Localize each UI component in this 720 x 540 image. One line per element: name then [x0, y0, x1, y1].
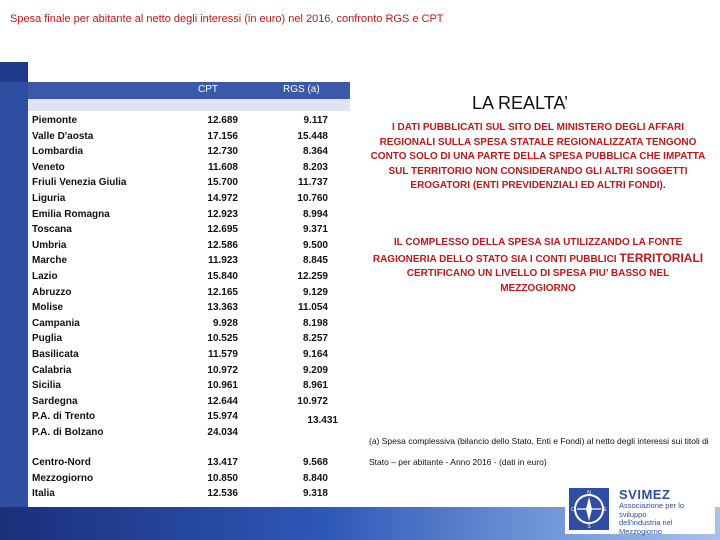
cpt-value: 12.165 [207, 286, 238, 298]
cpt-value: 15.840 [207, 270, 238, 282]
cpt-value: 11.579 [207, 348, 238, 360]
cpt-column [180, 113, 238, 440]
cpt-value: 24.034 [207, 426, 238, 438]
cpt-value: 15.974 [207, 411, 238, 423]
area-name: Italia [32, 488, 55, 500]
region-name: Calabria [32, 364, 72, 376]
area-cpt-value: 12.536 [207, 488, 238, 500]
compass-e: E [603, 507, 607, 513]
region-name: Valle D'aosta [32, 130, 94, 142]
region-name: Emilia Romagna [32, 208, 110, 220]
region-name: P.A. di Trento [32, 411, 96, 423]
header-cpt: CPT [198, 84, 218, 95]
region-name: Sardegna [32, 395, 78, 407]
rgs-value: 9.209 [302, 364, 328, 376]
region-name: Lazio [32, 270, 58, 282]
rgs-value: 8.198 [302, 317, 328, 329]
cpt-value: 12.644 [207, 395, 238, 407]
compass-s: S [587, 524, 591, 530]
paragraph-2 [368, 236, 708, 296]
cpt-value: 12.689 [207, 115, 238, 126]
paragraph-2-territoriali: TERRITORIALI [619, 250, 704, 265]
rgs-value: 10.972 [297, 395, 328, 407]
rgs-value: 11.054 [297, 302, 328, 314]
paragraph-2-part-c: CERTIFICANO UN LIVELLO DI SPESA PIU’ BASSO NEL MEZZOGIORNO [406, 268, 670, 294]
cpt-value: 12.695 [207, 224, 238, 236]
cpt-value: 9.928 [212, 317, 238, 329]
region-name: Lombardia [32, 146, 84, 158]
cpt-value: 10.525 [207, 333, 238, 345]
cpt-value: 13.363 [207, 302, 238, 314]
region-name: Sicilia [32, 380, 61, 392]
rgs-trento-bolzano-value: 13.431 [307, 415, 338, 426]
area-rgs-value: 8.840 [302, 472, 328, 484]
slide-title: Spesa finale per abitante al netto degli interessi (in euro) nel 2016, confronto RGS e CPT [10, 13, 444, 25]
logo-name: SVIMEZ [619, 487, 671, 502]
area-name: Mezzogiorno [32, 472, 94, 484]
logo-subtitle: Associazione per lo sviluppo dell'industria nel Mezzogiorno [619, 501, 685, 536]
rgs-value: 9.129 [302, 286, 328, 298]
region-name: Puglia [32, 333, 63, 345]
cpt-value: 17.156 [207, 130, 238, 142]
area-cpt-value: 10.850 [207, 472, 238, 484]
area-rgs-value: 9.568 [302, 457, 328, 468]
compass-n: N [587, 490, 591, 496]
svimez-logo [565, 484, 715, 534]
rgs-value: 9.164 [302, 348, 328, 360]
cpt-value: 12.730 [207, 146, 238, 158]
region-name: Basilicata [32, 348, 79, 360]
region-name: Marche [32, 255, 68, 267]
region-name: Veneto [32, 161, 65, 173]
cpt-value: 12.586 [207, 239, 238, 251]
region-name: Liguria [32, 192, 66, 204]
paragraph-1: I DATI PUBBLICATI SUL SITO DEL MINISTERO DEGLI AFFARI REGIONALI SULLA SPESA STATALE REGIONALIZZATA TENGONO CONTO SOLO DI UNA PARTE DELLA SPESA PUBBLICA CHE IMPATTA SUL TERRITORIO NON CONSIDERANDO GLI ALTRI SOGGETTI EROGATORI (ENTI PREVIDENZIALI ED ALTRI FONDI). [370, 122, 706, 192]
rgs-value: 8.961 [302, 380, 328, 392]
area-list [32, 455, 93, 502]
header-rgs: RGS (a) [283, 84, 320, 95]
rgs-value: 8.257 [302, 333, 328, 345]
region-name: Umbria [32, 239, 67, 251]
rgs-value: 10.760 [297, 192, 328, 204]
cpt-value: 11.608 [207, 161, 238, 173]
areas-cpt-column [180, 455, 238, 502]
rgs-value: 8.994 [302, 208, 328, 220]
rgs-value: 9.500 [302, 239, 328, 251]
rgs-value: 8.845 [302, 255, 328, 267]
rgs-column [270, 113, 328, 409]
area-name: Centro-Nord [32, 457, 91, 468]
rgs-value: 11.737 [297, 177, 328, 189]
cpt-value: 12.923 [207, 208, 238, 220]
left-band [0, 62, 28, 507]
realta-heading: LA REALTA’ [471, 93, 569, 113]
region-name: P.A. di Bolzano [32, 426, 104, 438]
area-rgs-value: 9.318 [302, 488, 328, 500]
region-name: Abruzzo [32, 286, 72, 298]
region-name: Piemonte [32, 115, 78, 126]
left-band-dark [0, 62, 28, 82]
rgs-value: 8.364 [302, 146, 328, 158]
rgs-value: 8.203 [302, 161, 328, 173]
cpt-value: 10.972 [207, 364, 238, 376]
cpt-value: 14.972 [207, 192, 238, 204]
area-cpt-value: 13.417 [207, 457, 238, 468]
region-name: Friuli Venezia Giulia [32, 177, 127, 189]
cpt-value: 15.700 [207, 177, 238, 189]
rgs-value: 9.117 [303, 115, 328, 126]
compass-icon [567, 484, 615, 534]
cpt-value: 11.923 [207, 255, 238, 267]
footnote: (a) Spesa complessiva (bilancio dello Stato, Enti e Fondi) al netto degli interessi sui titoli di Stato – per abitante - Anno 2016 - (dati in euro) [369, 436, 709, 467]
rgs-value: 15.448 [297, 130, 328, 142]
compass-o: O [571, 507, 575, 513]
cpt-value: 10.961 [207, 380, 238, 392]
region-name: Toscana [32, 224, 72, 236]
region-name: Molise [32, 302, 64, 314]
table-subheader-band [28, 99, 350, 111]
region-list [32, 113, 126, 440]
rgs-value: 9.371 [302, 224, 328, 236]
rgs-value: 12.259 [297, 270, 328, 282]
areas-rgs-column [270, 455, 328, 502]
region-name: Campania [32, 317, 80, 329]
paragraph-2-part-a: IL COMPLESSO DELLA SPESA SIA UTILIZZANDO LA FONTE RAGIONERIA DELLO STATO SIA I CONTI PUBBLICI [372, 237, 683, 265]
